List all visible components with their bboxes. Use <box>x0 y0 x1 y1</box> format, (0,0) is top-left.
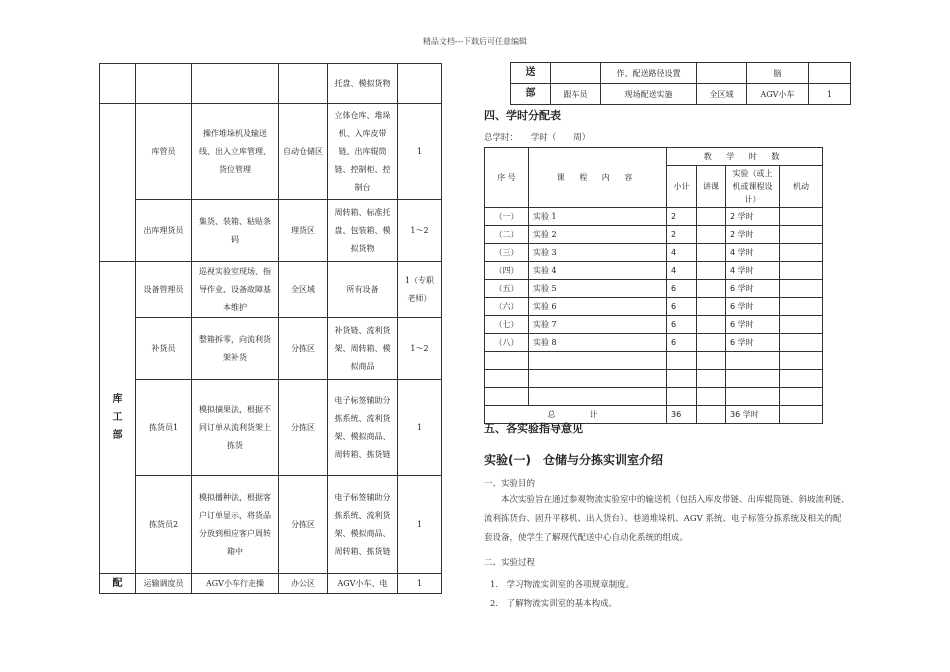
schedule-row <box>485 262 823 280</box>
role-cell: 拣货员1 <box>136 380 192 476</box>
row-number <box>485 388 529 406</box>
row-content: 实验 8 <box>529 334 667 352</box>
equip-cell: 电子标签辅助分拣系统、流利货架、模拟商品、周转箱、拣货链 <box>328 380 398 476</box>
process-step: 1. 学习物流实训室的各项规章制度。 <box>490 580 635 590</box>
equip-cell: AGV小车、电 <box>328 574 398 594</box>
row-subtotal <box>667 388 697 406</box>
dept-cell-blank <box>100 64 136 104</box>
dept-label-storage <box>100 262 136 574</box>
row-lecture <box>697 370 726 388</box>
count-cell: 1（专职老师） <box>398 262 442 318</box>
col-header-lecture: 讲课 <box>697 166 726 208</box>
total-lecture <box>697 406 726 424</box>
count-cell: 1 <box>809 84 851 105</box>
row-number: （一） <box>485 208 529 226</box>
role-cell: 拣货员2 <box>136 476 192 574</box>
equip-cell: 补货链、流利货架、周转箱、模拟商品 <box>328 318 398 380</box>
row-content: 实验 1 <box>529 208 667 226</box>
row-lab: 4 学时 <box>726 262 780 280</box>
row-subtotal: 6 <box>667 280 697 298</box>
count-cell <box>809 63 851 84</box>
schedule-row <box>485 280 823 298</box>
area-cell: 全区域 <box>279 262 328 318</box>
total-subtotal: 36 <box>667 406 697 424</box>
row-number: （五） <box>485 280 529 298</box>
role-cell <box>136 64 192 104</box>
role-cell: 库管员 <box>136 104 192 200</box>
row-lab: 4 学时 <box>726 244 780 262</box>
schedule-row <box>485 334 823 352</box>
area-cell: 分拣区 <box>279 318 328 380</box>
row-lab <box>726 388 780 406</box>
row-number: （八） <box>485 334 529 352</box>
row-number: （三） <box>485 244 529 262</box>
col-header-content: 课 程 内 容 <box>529 148 667 208</box>
process-heading: 二、实验过程 <box>484 558 536 568</box>
role-cell: 补货员 <box>136 318 192 380</box>
row-lecture <box>697 208 726 226</box>
area-cell: 办公区 <box>279 574 328 594</box>
area-cell <box>279 64 328 104</box>
area-cell: 分拣区 <box>279 380 328 476</box>
count-cell: 1 <box>398 574 442 594</box>
row-content: 实验 6 <box>529 298 667 316</box>
row-flex <box>780 226 823 244</box>
row-lecture <box>697 280 726 298</box>
duty-cell: 模拟摘果法，根据不同订单从流利货架上拣货 <box>192 380 279 476</box>
section-4-title: 四、学时分配表 <box>484 109 561 122</box>
duty-cell: 巡视实验室现场、指导作业、设备故障基本维护 <box>192 262 279 318</box>
row-flex <box>780 370 823 388</box>
row-subtotal: 4 <box>667 262 697 280</box>
row-subtotal: 6 <box>667 334 697 352</box>
row-number <box>485 352 529 370</box>
row-lab: 2 学时 <box>726 208 780 226</box>
dept-label-dispatch: 配 <box>100 574 136 594</box>
dept-char: 工 <box>112 411 123 423</box>
row-subtotal: 2 <box>667 208 697 226</box>
equip-cell: 托盘、模拟货物 <box>328 64 398 104</box>
row-number: （二） <box>485 226 529 244</box>
total-flex <box>780 406 823 424</box>
schedule-row <box>485 226 823 244</box>
dept-cell-blank <box>100 104 136 262</box>
row-subtotal: 6 <box>667 298 697 316</box>
row-content <box>529 352 667 370</box>
dept-char: 库 <box>112 393 123 405</box>
row-flex <box>780 262 823 280</box>
row-lab <box>726 352 780 370</box>
role-cell: 跟车员 <box>551 84 601 105</box>
dept-char: 送 <box>511 63 551 84</box>
row-flex <box>780 352 823 370</box>
col-header-flex: 机动 <box>780 166 823 208</box>
row-lecture <box>697 244 726 262</box>
duty-cell: 集货、装箱、粘贴条码 <box>192 200 279 262</box>
row-lab: 6 学时 <box>726 334 780 352</box>
row-lab: 6 学时 <box>726 316 780 334</box>
total-row-label: 总 计 <box>485 406 667 424</box>
role-cell: 运输调度员 <box>136 574 192 594</box>
row-content <box>529 388 667 406</box>
row-lecture <box>697 388 726 406</box>
count-cell: 1 <box>398 476 442 574</box>
dept-char: 部 <box>112 429 123 441</box>
row-content: 实验 5 <box>529 280 667 298</box>
col-header-hours: 教 学 时 数 <box>667 148 823 166</box>
row-number: （四） <box>485 262 529 280</box>
schedule-row <box>485 298 823 316</box>
row-subtotal: 6 <box>667 316 697 334</box>
row-content <box>529 370 667 388</box>
count-cell <box>398 64 442 104</box>
row-number <box>485 370 529 388</box>
count-cell: 1 <box>398 380 442 476</box>
row-flex <box>780 208 823 226</box>
row-subtotal <box>667 370 697 388</box>
row-lecture <box>697 262 726 280</box>
area-cell: 理货区 <box>279 200 328 262</box>
equip-cell: 立体仓库、堆垛机、入库皮带链、出库辊筒链、控制柜、控制台 <box>328 104 398 200</box>
row-lecture <box>697 316 726 334</box>
duty-cell: 现场配送实施 <box>601 84 697 105</box>
row-lecture <box>697 298 726 316</box>
role-cell <box>551 63 601 84</box>
equip-cell: 所有设备 <box>328 262 398 318</box>
col-header-subtotal: 小计 <box>667 166 697 208</box>
row-content: 实验 4 <box>529 262 667 280</box>
duty-cell: AGV小车行走操 <box>192 574 279 594</box>
equip-cell: 电子标签辅助分拣系统、流利货架、模拟商品、周转箱、拣货链 <box>328 476 398 574</box>
staff-table <box>99 63 442 594</box>
count-cell: 1～2 <box>398 318 442 380</box>
col-header-number: 序 号 <box>485 148 529 208</box>
count-cell: 1～2 <box>398 200 442 262</box>
section-5-title: 五、各实验指导意见 <box>484 422 583 435</box>
process-step: 2. 了解物流实训室的基本构成。 <box>490 599 618 609</box>
row-flex <box>780 280 823 298</box>
row-flex <box>780 334 823 352</box>
role-cell: 出库理货员 <box>136 200 192 262</box>
row-content: 实验 7 <box>529 316 667 334</box>
count-cell: 1 <box>398 104 442 200</box>
duty-cell <box>192 64 279 104</box>
row-flex <box>780 298 823 316</box>
duty-cell: 操作堆垛机及输送线、出入立库管理、货位管理 <box>192 104 279 200</box>
row-flex <box>780 388 823 406</box>
duty-cell: 作、配送路径设置 <box>601 63 697 84</box>
row-flex <box>780 316 823 334</box>
duty-cell: 整箱拆零，向流利货架补货 <box>192 318 279 380</box>
row-content: 实验 3 <box>529 244 667 262</box>
schedule-row <box>485 244 823 262</box>
row-number: （六） <box>485 298 529 316</box>
row-lecture <box>697 226 726 244</box>
row-lab: 6 学时 <box>726 298 780 316</box>
row-flex <box>780 244 823 262</box>
dispatch-continuation-table <box>510 62 851 105</box>
row-subtotal: 4 <box>667 244 697 262</box>
row-lab <box>726 370 780 388</box>
dept-char: 部 <box>511 84 551 105</box>
purpose-paragraph: 本次实验旨在通过参观物流实验室中的输送机（包括入库皮带链、出库辊筒链、斜坡流利链、流利拣货台、固升平移机、出入货台）、巷道堆垛机、AGV 系统、电子标签分拣系统及相关的配套设备，使学生了解现代配送中心自动化系统的组成。 <box>484 495 850 543</box>
row-content: 实验 2 <box>529 226 667 244</box>
area-cell <box>697 63 747 84</box>
equip-cell: 周转箱、标准托盘、包装箱、模拟货物 <box>328 200 398 262</box>
schedule-table <box>484 147 823 424</box>
row-lecture <box>697 352 726 370</box>
row-subtotal: 2 <box>667 226 697 244</box>
total-lab: 36 学时 <box>726 406 780 424</box>
purpose-heading: 一、实验目的 <box>484 479 536 489</box>
area-cell: 自动仓储区 <box>279 104 328 200</box>
schedule-row <box>485 370 823 388</box>
schedule-row <box>485 388 823 406</box>
row-subtotal <box>667 352 697 370</box>
schedule-row <box>485 208 823 226</box>
total-hours-value: 学时（ 周） <box>530 133 591 143</box>
area-cell: 全区域 <box>697 84 747 105</box>
equip-cell: AGV小车 <box>747 84 809 105</box>
total-hours-label <box>484 131 590 143</box>
area-cell: 分拣区 <box>279 476 328 574</box>
total-hours-label-text: 总学时： <box>484 133 514 143</box>
role-cell: 设备管理员 <box>136 262 192 318</box>
row-lab: 2 学时 <box>726 226 780 244</box>
page-header: 精品文档---下载后可任意编辑 <box>422 37 528 46</box>
row-number: （七） <box>485 316 529 334</box>
col-header-lab: 实验（或上机或课程设计） <box>726 166 780 208</box>
schedule-row <box>485 352 823 370</box>
duty-cell: 模拟播种法，根据客户订单显示，将货品分放到相应客户周转箱中 <box>192 476 279 574</box>
experiment-1-title: 实验(一) 仓储与分拣实训室介绍 <box>484 453 663 467</box>
row-lab: 6 学时 <box>726 280 780 298</box>
row-lecture <box>697 334 726 352</box>
equip-cell: 脑 <box>747 63 809 84</box>
schedule-row <box>485 316 823 334</box>
